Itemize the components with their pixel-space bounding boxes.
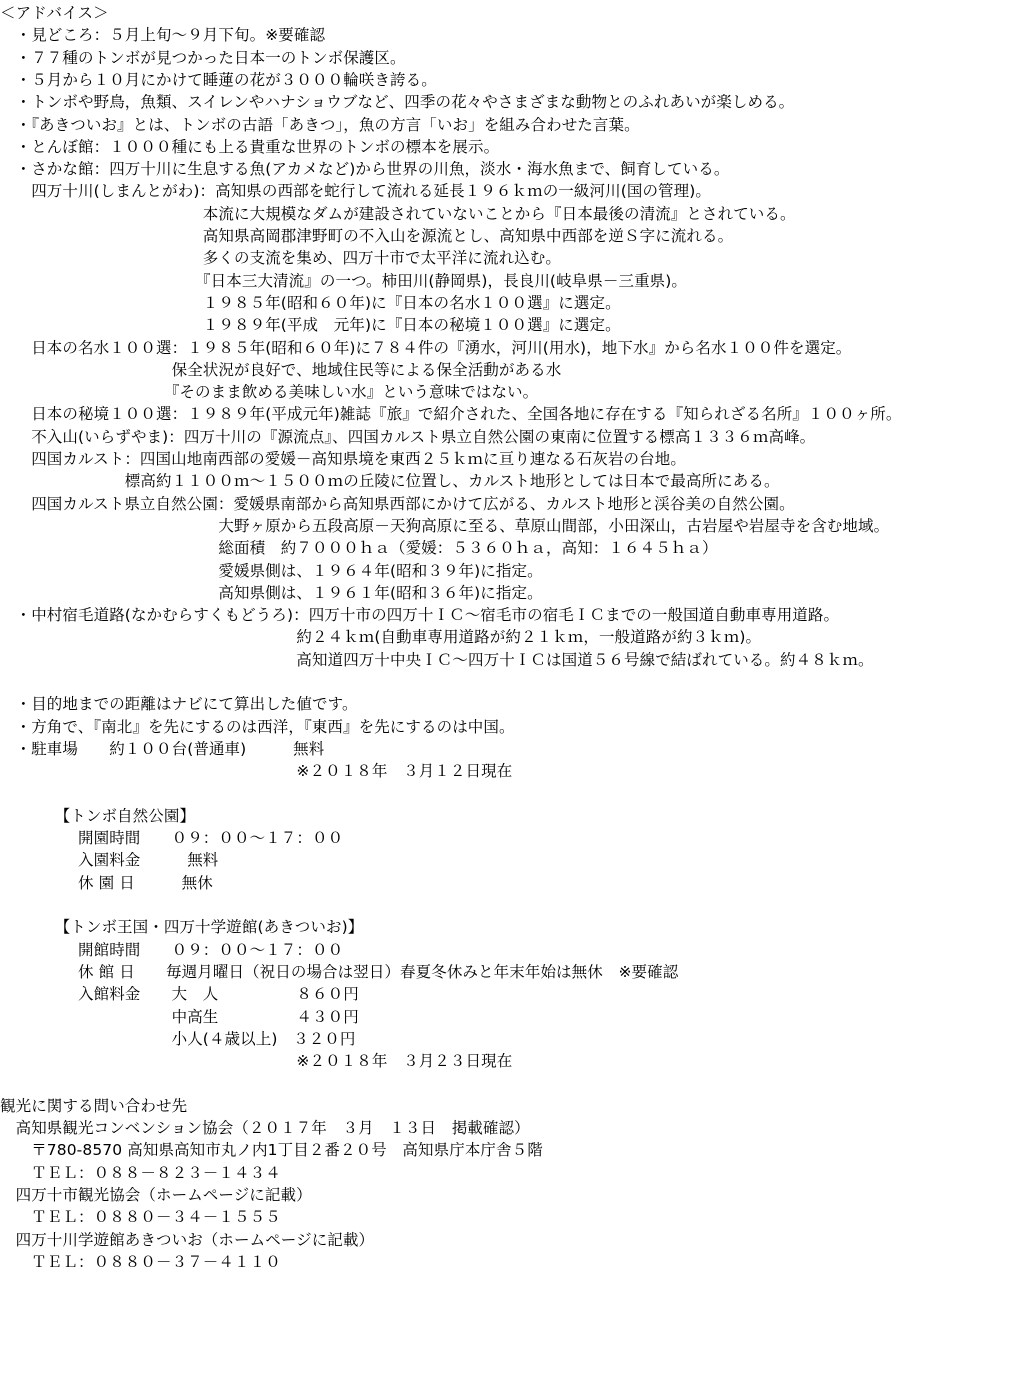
text-line: １９８５年(昭和６０年)に『日本の名水１００選』に選定。	[0, 293, 621, 312]
text-line: 大野ヶ原から五段高原－天狗高原に至る、草原山間部，小田深山，古岩屋や岩屋寺を含む地域。	[0, 516, 890, 535]
text-line: 保全状況が良好で、地域住民等による保全活動がある水	[0, 360, 562, 379]
text-line: 入園料金 無料	[0, 851, 219, 870]
text-line: 四国カルスト県立自然公園：愛媛県南部から高知県西部にかけて広がる、カルスト地形と渓谷美の自然公園。	[0, 494, 795, 513]
text-line: 四万十川学遊館あきついお（ホームページに記載）	[0, 1230, 375, 1249]
text-line: ※２０１８年 ３月２３日現在	[0, 1052, 513, 1071]
text-line: ・方角で、『南北』を先にするのは西洋，『東西』を先にするのは中国。	[0, 717, 515, 736]
text-line: １９８９年(平成 元年)に『日本の秘境１００選』に選定。	[0, 316, 621, 335]
text-line: ※２０１８年 ３月１２日現在	[0, 762, 513, 781]
text-line: ＴＥＬ：０８８－８２３－１４３４	[0, 1163, 281, 1182]
text-line: ・目的地までの距離はナビにて算出した値です。	[0, 695, 358, 714]
text-line: 休 園 日 無休	[0, 873, 213, 892]
text-line: ・５月から１０月にかけて睡蓮の花が３０００輪咲き誇る。	[0, 70, 437, 89]
text-line: 高知県高岡郡津野町の不入山を源流とし、高知県中西部を逆Ｓ字に流れる。	[0, 227, 734, 245]
text-line: 高知県側は、１９６１年(昭和３６年)に指定。	[0, 583, 543, 602]
text-line: ・『あきついお』とは、トンボの古語「あきつ」，魚の方言「いお」を組み合わせた言葉。	[0, 115, 640, 134]
text-line: ・駐車場 約１００台(普通車) 無料	[0, 739, 325, 758]
text-line: 高知県観光コンベンション協会（２０１７年 ３月 １３日 掲載確認）	[0, 1119, 530, 1137]
text-line: 『日本三大清流』の一つ。柿田川(静岡県)，長良川(岐阜県－三重県)。	[0, 271, 688, 290]
text-line: 『そのまま飲める美味しい水』という意味ではない。	[0, 383, 539, 402]
text-line: 四万十川(しまんとがわ)：高知県の西部を蛇行して流れる延長１９６ｋｍの一級河川(国の管理)。	[0, 182, 711, 201]
text-line: ・トンボや野鳥，魚類、スイレンやハナショウブなど、四季の花々やさまざまな動物とのふれあいが楽しめる。	[0, 93, 795, 112]
text-line: ・見どころ：５月上旬～９月下旬。※要確認	[0, 26, 326, 45]
text-line: 本流に大規模なダムが建設されていないことから『日本最後の清流』とされている。	[0, 204, 796, 223]
text-line: 総面積 約７０００ｈａ（愛媛：５３６０ｈａ，高知：１６４５ｈａ）	[0, 539, 718, 558]
text-line: 中高生 ４３０円	[0, 1007, 359, 1026]
text-line: ＜アドバイス＞	[0, 4, 109, 22]
text-line: 愛媛県側は、１９６４年(昭和３９年)に指定。	[0, 561, 543, 580]
text-line: 日本の秘境１００選：１９８９年(平成元年)雑誌『旅』で紹介された、全国各地に存在する『知られざる名所』１００ヶ所。	[0, 405, 902, 424]
text-line: 開園時間 ０９：００～１７：００	[0, 829, 344, 848]
text-line: 日本の名水１００選：１９８５年(昭和６０年)に７８４件の『湧水，河川(用水)，地下水』から名水１００件を選定。	[0, 338, 852, 357]
text-line: 開館時間 ０９：００～１７：００	[0, 940, 344, 959]
text-line: ・とんぼ館：１０００種にも上る貴重な世界のトンボの標本を展示。	[0, 137, 500, 156]
text-line: 四国カルスト：四国山地南西部の愛媛－高知県境を東西２５ｋｍに亘り連なる石灰岩の台地。	[0, 450, 686, 468]
text-line: 約２４ｋｍ(自動車専用道路が約２１ｋｍ，一般道路が約３ｋｍ)。	[0, 628, 762, 647]
text-line: 不入山(いらずやま)：四万十川の『源流点』、四国カルスト県立自然公園の東南に位置する標高１３３６ｍ高峰。	[0, 427, 816, 446]
text-line: 高知道四万十中央ＩＣ～四万十ＩＣは国道５６号線で結ばれている。約４８ｋｍ。	[0, 650, 874, 669]
text-line: 標高約１１００ｍ～１５００ｍの丘陵に位置し、カルスト地形としては日本で最高所にある。	[0, 472, 780, 491]
text-line: 休 館 日 毎週月曜日（祝日の場合は翌日）春夏冬休みと年末年始は無休 ※要確認	[0, 962, 679, 981]
text-line: 【トンボ自然公園】	[0, 806, 196, 825]
text-line: ＴＥＬ：０８８０－３４－１５５５	[0, 1208, 281, 1227]
text-line: ・さかな館：四万十川に生息する魚(アカメなど)から世界の川魚，淡水・海水魚まで、飼育している。	[0, 160, 730, 179]
text-line: ・７７種のトンボが見つかった日本一のトンボ保護区。	[0, 48, 406, 67]
text-line: 小人(４歳以上) ３２０円	[0, 1029, 356, 1048]
text-line: 〒780-8570 高知県高知市丸ノ内1丁目２番２０号 高知県庁本庁舎５階	[0, 1141, 543, 1160]
text-line: 観光に関する問い合わせ先	[0, 1096, 188, 1115]
text-line: 多くの支流を集め、四万十市で太平洋に流れ込む。	[0, 249, 561, 268]
text-line: 入館料金 大 人 ８６０円	[0, 985, 359, 1004]
text-line: 四万十市観光協会（ホームページに記載）	[0, 1185, 312, 1204]
text-line: ＴＥＬ：０８８０－３７－４１１０	[0, 1252, 281, 1271]
text-line: ・中村宿毛道路(なかむらすくもどうろ)：四万十市の四万十ＩＣ～宿毛市の宿毛ＩＣまでの一般国道自動車専用道路。	[0, 606, 840, 625]
text-line: 【トンボ王国・四万十学遊館(あきついお)】	[0, 918, 364, 937]
